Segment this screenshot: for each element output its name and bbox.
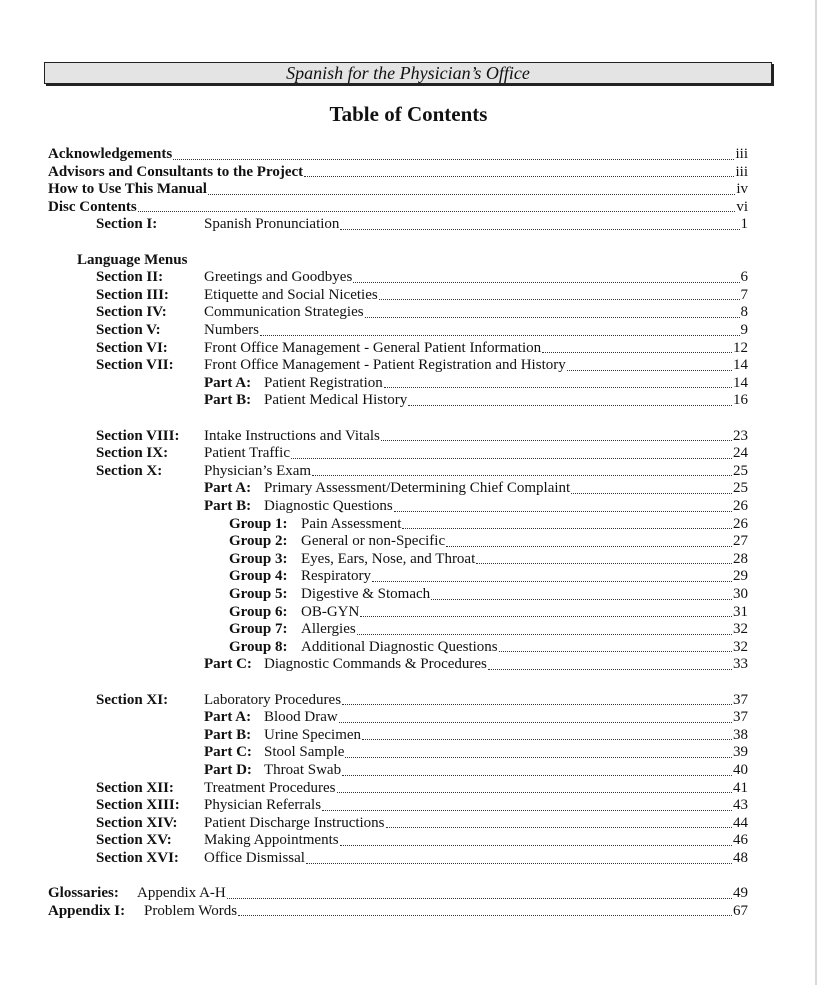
toc-entry[interactable] (301, 533, 748, 551)
entry-page-number: vi (736, 198, 748, 215)
entry-page-number: iv (736, 181, 748, 198)
entry-leader (264, 392, 733, 410)
dot-leader (365, 316, 740, 318)
entry-leader (301, 551, 733, 569)
entry-page-number: 39 (733, 744, 748, 761)
toc-entry[interactable] (264, 709, 748, 727)
dot-leader (208, 193, 735, 195)
entry-title: Digestive & Stomach (301, 586, 431, 602)
dot-leader (291, 457, 732, 459)
entry-label: Section XV: (96, 832, 172, 849)
toc-entry[interactable] (48, 199, 748, 217)
entry-title: Diagnostic Questions (264, 498, 393, 514)
entry-label: Section V: (96, 322, 161, 338)
dot-leader (386, 826, 732, 828)
entry-leader (204, 832, 733, 850)
entry-page-number: 43 (733, 797, 748, 814)
entry-page-number: 25 (733, 480, 748, 497)
entry-leader (204, 428, 733, 446)
toc-entry[interactable] (264, 498, 748, 516)
entry-leader (204, 304, 741, 322)
entry-label: Appendix I: (48, 902, 126, 919)
entry-leader (264, 744, 733, 762)
entry-title: Physician’s Exam (204, 462, 312, 479)
toc-entry[interactable] (301, 568, 748, 586)
toc-entry[interactable] (264, 392, 748, 410)
entry-leader (264, 480, 733, 498)
entry-title: Patient Discharge Instructions (204, 814, 385, 831)
entry-label: Section XVI: (96, 850, 179, 866)
entry-leader (204, 322, 741, 340)
entry-label: Part C: (204, 744, 252, 761)
entry-page-number: 48 (733, 850, 748, 866)
entry-title: Appendix A-H (137, 885, 226, 902)
entry-label: Part C: (204, 656, 252, 673)
toc-entry[interactable] (264, 656, 748, 674)
entry-title: Problem Words (144, 902, 238, 919)
dot-leader (542, 351, 732, 353)
dot-leader (306, 862, 732, 864)
dot-leader (360, 615, 732, 617)
entry-title: Laboratory Procedures (204, 691, 342, 708)
toc-entry[interactable] (204, 797, 748, 815)
entry-page-number: 38 (733, 726, 748, 743)
entry-title: Throat Swab (264, 762, 342, 778)
dot-leader (372, 580, 732, 582)
entry-page-number: 23 (733, 427, 748, 444)
dot-leader (337, 791, 733, 793)
dot-leader (499, 650, 732, 652)
entry-page-number: 37 (733, 709, 748, 726)
entry-page-number: 32 (733, 638, 748, 655)
dot-leader (379, 298, 740, 300)
entry-leader (264, 727, 733, 745)
entry-leader (301, 621, 733, 639)
dot-leader (362, 738, 732, 740)
entry-leader (48, 181, 736, 199)
dot-leader (138, 210, 736, 212)
entry-page-number: 16 (733, 392, 748, 409)
toc-entry[interactable] (204, 692, 748, 710)
toc-entry[interactable] (301, 621, 748, 639)
entry-title: Front Office Management - Patient Registration and History (204, 357, 566, 374)
toc-entry[interactable] (204, 850, 748, 868)
entry-title: Intake Instructions and Vitals (204, 427, 380, 444)
toc-entry[interactable] (204, 445, 748, 463)
entry-title: Etiquette and Social Niceties (204, 286, 378, 303)
entry-label: Section X: (96, 462, 163, 479)
entry-title: Office Dismissal (204, 850, 305, 866)
entry-page-number: 49 (733, 885, 748, 902)
entry-leader (264, 656, 733, 674)
dot-leader (342, 774, 732, 776)
entry-label: Group 1: (229, 515, 288, 532)
dot-leader (238, 914, 732, 916)
entry-title: Urine Specimen (264, 726, 362, 743)
entry-page-number: 1 (740, 216, 748, 233)
toc-entry[interactable] (301, 639, 748, 657)
entry-leader (48, 146, 735, 164)
toc-entry[interactable] (264, 744, 748, 762)
entry-title: Communication Strategies (204, 304, 364, 321)
dot-leader (227, 897, 732, 899)
entry-label: Part D: (204, 762, 252, 778)
dot-leader (304, 175, 734, 177)
entry-page-number: 9 (740, 322, 748, 338)
toc-entry[interactable] (48, 146, 748, 164)
entry-label: Group 6: (229, 603, 288, 620)
entry-label: Part A: (204, 480, 252, 497)
entry-label: Section XIII: (96, 797, 180, 814)
entry-title: Pain Assessment (301, 515, 402, 532)
toc-entry[interactable] (204, 815, 748, 833)
dot-leader (384, 386, 732, 388)
entry-page-number: 29 (733, 568, 748, 585)
entry-title: Disc Contents (48, 198, 137, 215)
entry-page-number: iii (735, 146, 748, 162)
entry-label: Part A: (204, 709, 252, 726)
dot-leader (322, 809, 732, 811)
toc-entry[interactable] (48, 164, 748, 182)
dot-leader (567, 369, 732, 371)
entry-page-number: 27 (733, 533, 748, 550)
entry-leader (301, 516, 733, 534)
dot-leader (476, 562, 732, 564)
entry-title: Treatment Procedures (204, 779, 336, 796)
entry-leader (144, 903, 733, 921)
entry-label: Group 2: (229, 533, 288, 550)
entry-page-number: 7 (740, 286, 748, 303)
entry-page-number: 26 (733, 515, 748, 532)
entry-label: Part B: (204, 392, 252, 409)
toc-entry[interactable] (204, 463, 748, 481)
entry-title: Stool Sample (264, 744, 345, 761)
toc-entry[interactable] (48, 181, 748, 199)
dot-leader (381, 439, 732, 441)
entry-leader (264, 709, 733, 727)
entry-title: Respiratory (301, 568, 371, 585)
entry-title: Greetings and Goodbyes (204, 269, 353, 286)
toc-entry[interactable] (137, 885, 748, 903)
entry-page-number: 40 (733, 762, 748, 778)
entry-leader (204, 269, 741, 287)
entry-label: Part B: (204, 498, 252, 514)
dot-leader (173, 158, 734, 160)
book-title: Spanish for the Physician’s Office (286, 63, 530, 83)
entry-title: Patient Registration (264, 374, 383, 391)
toc-entry[interactable] (301, 586, 748, 604)
toc-title: Table of Contents (329, 102, 488, 126)
toc-entry[interactable] (301, 516, 748, 534)
entry-leader (48, 164, 735, 182)
entry-page-number: 14 (733, 357, 748, 374)
entry-page-number: 8 (740, 304, 748, 321)
toc-entry[interactable] (204, 304, 748, 322)
entry-leader (264, 375, 733, 393)
entry-leader (204, 216, 741, 234)
entry-leader (48, 199, 736, 217)
toc-entry[interactable] (204, 357, 748, 375)
entry-label: Section XII: (96, 779, 174, 796)
entry-page-number: 31 (733, 603, 748, 620)
entry-title: Advisors and Consultants to the Project (48, 163, 304, 180)
dot-leader (260, 334, 740, 336)
entry-page-number: 37 (733, 691, 748, 708)
entry-title: Making Appointments (204, 832, 339, 849)
dot-leader (339, 721, 732, 723)
entry-label: Section XIV: (96, 814, 178, 831)
toc-entry[interactable] (204, 832, 748, 850)
toc-entry[interactable] (204, 428, 748, 446)
toc-entry[interactable] (264, 762, 748, 780)
entry-title: Eyes, Ears, Nose, and Throat (301, 550, 476, 567)
entry-title: Acknowledgements (48, 146, 173, 162)
entry-page-number: 25 (733, 462, 748, 479)
toc-entry[interactable] (301, 551, 748, 569)
entry-label: Group 5: (229, 586, 288, 602)
toc-entry[interactable] (204, 269, 748, 287)
entry-leader (204, 815, 733, 833)
toc-entry[interactable] (264, 480, 748, 498)
toc-entry[interactable] (204, 340, 748, 358)
entry-label: Group 3: (229, 550, 288, 567)
entry-leader (204, 463, 733, 481)
dot-leader (488, 668, 732, 670)
entry-label: Section IX: (96, 445, 169, 462)
entry-page-number: 30 (733, 586, 748, 602)
entry-title: Patient Traffic (204, 445, 290, 462)
entry-label: Section VIII: (96, 427, 180, 444)
language-menus-heading: Language Menus (77, 251, 188, 268)
entry-page-number: 67 (733, 902, 748, 919)
dot-leader (357, 633, 732, 635)
dot-leader (446, 545, 732, 547)
entry-title: Numbers (204, 322, 259, 338)
dot-leader (571, 492, 732, 494)
entry-leader (301, 533, 733, 551)
entry-leader (301, 568, 733, 586)
entry-leader (264, 498, 733, 516)
toc-entry[interactable] (204, 216, 748, 234)
entry-page-number: 32 (733, 621, 748, 638)
entry-leader (204, 357, 733, 375)
entry-label: Part A: (204, 374, 252, 391)
entry-label: Group 8: (229, 638, 288, 655)
entry-title: OB-GYN (301, 603, 360, 620)
entry-title: Blood Draw (264, 709, 338, 726)
book-title-banner (44, 62, 772, 84)
entry-leader (137, 885, 733, 903)
entry-leader (204, 445, 733, 463)
toc-entry[interactable] (264, 375, 748, 393)
entry-leader (264, 762, 733, 780)
entry-label: Glossaries: (48, 885, 119, 902)
entry-label: Section VII: (96, 357, 174, 374)
entry-title: Physician Referrals (204, 797, 322, 814)
toc-entry[interactable] (264, 727, 748, 745)
entry-page-number: 44 (733, 814, 748, 831)
entry-page-number: 28 (733, 550, 748, 567)
entry-page-number: iii (735, 163, 748, 180)
entry-page-number: 46 (733, 832, 748, 849)
entry-page-number: 6 (740, 269, 748, 286)
entry-label: Section XI: (96, 691, 169, 708)
toc-entry[interactable] (144, 903, 748, 921)
entry-leader (301, 639, 733, 657)
entry-label: Section III: (96, 286, 169, 303)
entry-title: Spanish Pronunciation (204, 216, 340, 233)
entry-leader (204, 692, 733, 710)
entry-leader (204, 850, 733, 868)
toc-entry[interactable] (204, 322, 748, 340)
entry-page-number: 33 (733, 656, 748, 673)
dot-leader (394, 510, 732, 512)
entry-title: Primary Assessment/Determining Chief Complaint (264, 480, 571, 497)
entry-title: Additional Diagnostic Questions (301, 638, 498, 655)
entry-label: Group 4: (229, 568, 288, 585)
entry-leader (204, 340, 733, 358)
entry-page-number: 26 (733, 498, 748, 514)
dot-leader (402, 527, 732, 529)
entry-leader (204, 797, 733, 815)
entry-label: Part B: (204, 726, 252, 743)
toc-entry[interactable] (301, 604, 748, 622)
dot-leader (312, 474, 732, 476)
dot-leader (340, 844, 732, 846)
toc-entry[interactable] (204, 780, 748, 798)
entry-title: Allergies (301, 621, 356, 638)
entry-label: Section IV: (96, 304, 167, 321)
entry-title: Patient Medical History (264, 392, 408, 409)
entry-label: Section VI: (96, 339, 168, 356)
entry-leader (301, 586, 733, 604)
entry-page-number: 24 (733, 445, 748, 462)
entry-label: Section I: (96, 216, 158, 233)
entry-label: Section II: (96, 269, 164, 286)
entry-page-number: 14 (733, 374, 748, 391)
entry-title: How to Use This Manual (48, 181, 207, 198)
dot-leader (431, 598, 732, 600)
dot-leader (340, 228, 739, 230)
entry-page-number: 12 (733, 339, 748, 356)
dot-leader (408, 404, 732, 406)
dot-leader (345, 756, 732, 758)
entry-page-number: 41 (733, 779, 748, 796)
entry-label: Group 7: (229, 621, 288, 638)
entry-title: Diagnostic Commands & Procedures (264, 656, 487, 673)
dot-leader (342, 703, 732, 705)
entry-title: Front Office Management - General Patient Information (204, 339, 542, 356)
dot-leader (353, 281, 739, 283)
entry-leader (204, 780, 733, 798)
entry-leader (301, 604, 733, 622)
entry-title: General or non-Specific (301, 533, 446, 550)
entry-leader (204, 287, 741, 305)
toc-entry[interactable] (204, 287, 748, 305)
